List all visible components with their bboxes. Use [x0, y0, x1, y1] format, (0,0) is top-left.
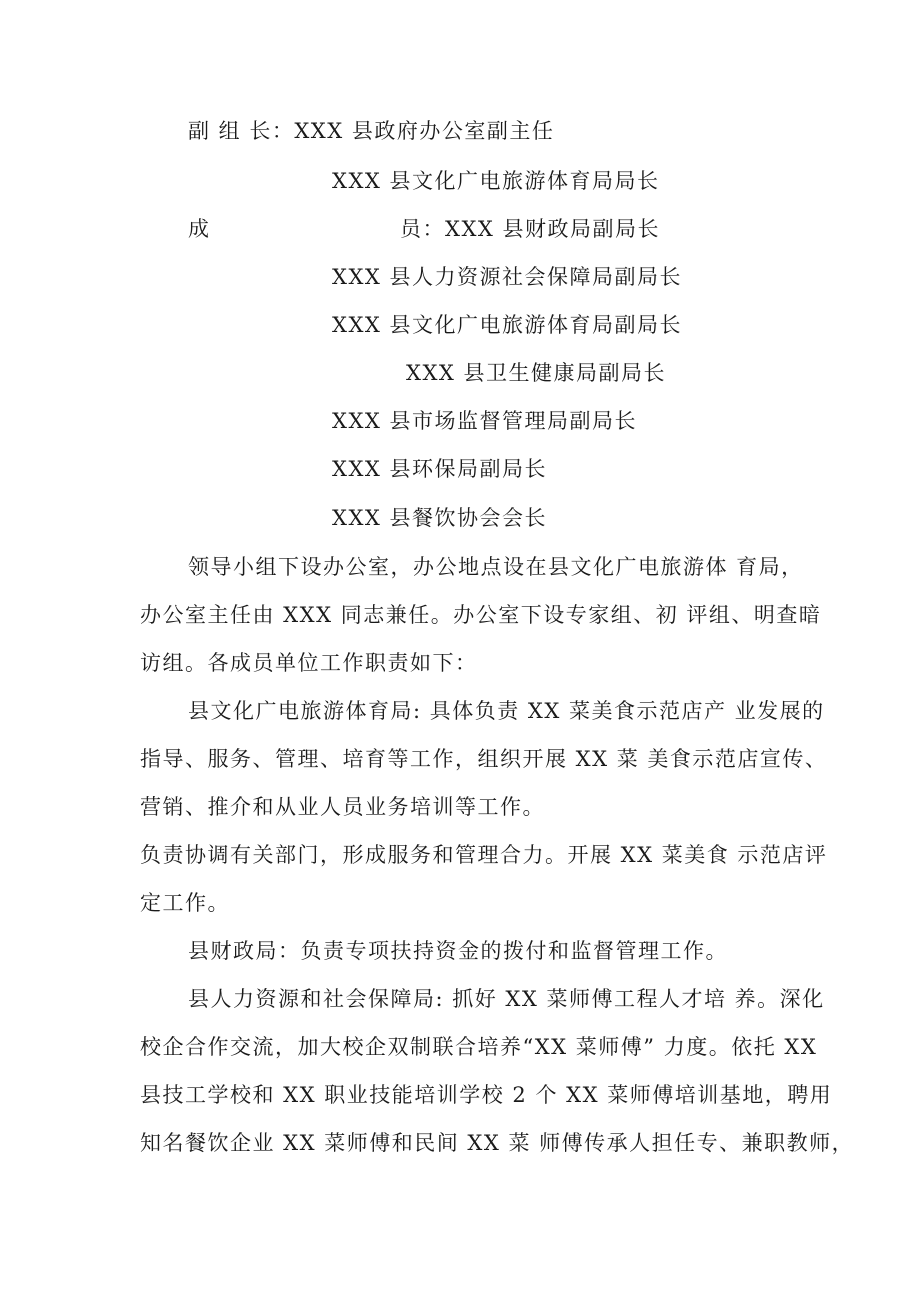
vice-leader-label: 副 组 长： — [188, 119, 295, 143]
vice-leader-line — [188, 118, 554, 144]
body-text-line: 县文化广电旅游体育局: 具体负责 XX 菜美食示范店产 业发展的 — [188, 699, 825, 723]
member-entry: XXX 县财政局副局长 — [445, 217, 661, 241]
body-text-line: 校企合作交流，加大校企双制联合培养“XX 菜师傅” 力度。依托 XX — [140, 1035, 818, 1059]
body-text-line: 负责协调有关部门，形成服务和管理合力。开展 XX 菜美食 示范店评 — [140, 843, 828, 867]
body-text-line: 定工作。 — [140, 891, 230, 915]
vice-leader-entry: XXX 县文化广电旅游体育局局长 — [332, 169, 660, 193]
member-entry: XXX 县文化广电旅游体育局副局长 — [332, 313, 683, 337]
body-text-line: 县财政局：负责专项扶持资金的拨付和监督管理工作。 — [188, 939, 728, 963]
body-text-line: 营销、推介和从业人员业务培训等工作。 — [140, 795, 545, 819]
member-label-right: 员： — [400, 217, 445, 241]
body-text-line: 办公室主任由 XXX 同志兼任。办公室下设专家组、初 评组、明查暗 — [140, 603, 822, 627]
member-entry: XXX 县环保局副局长 — [332, 457, 548, 481]
vice-leader-entry: XXX 县政府办公室副主任 — [294, 119, 555, 143]
body-text-line: 知名餐饮企业 XX 菜师傅和民间 XX 菜 师傅传承人担任专、兼职教师， — [140, 1131, 855, 1155]
member-entry: XXX 县人力资源社会保障局副局长 — [332, 265, 683, 289]
member-entry: XXX 县市场监督管理局副局长 — [332, 409, 638, 433]
body-text-line: 访组。各成员单位工作职责如下： — [140, 651, 478, 675]
body-text-line: 县技工学校和 XX 职业技能培训学校 2 个 XX 菜师傅培训基地，聘用 — [140, 1083, 833, 1107]
member-entry: XXX 县卫生健康局副局长 — [406, 361, 667, 385]
body-text-line: 县人力资源和社会保障局: 抓好 XX 菜师傅工程人才培 养。深化 — [188, 987, 825, 1011]
body-text-line: 领导小组下设办公室，办公地点设在县文化广电旅游体 育局， — [188, 555, 804, 579]
member-entry: XXX 县餐饮协会会长 — [332, 506, 548, 530]
body-text-line: 指导、服务、管理、培育等工作，组织开展 XX 菜 美食示范店宣传、 — [140, 747, 828, 771]
member-label-left: 成 — [188, 217, 211, 241]
member-line-first — [400, 216, 660, 242]
